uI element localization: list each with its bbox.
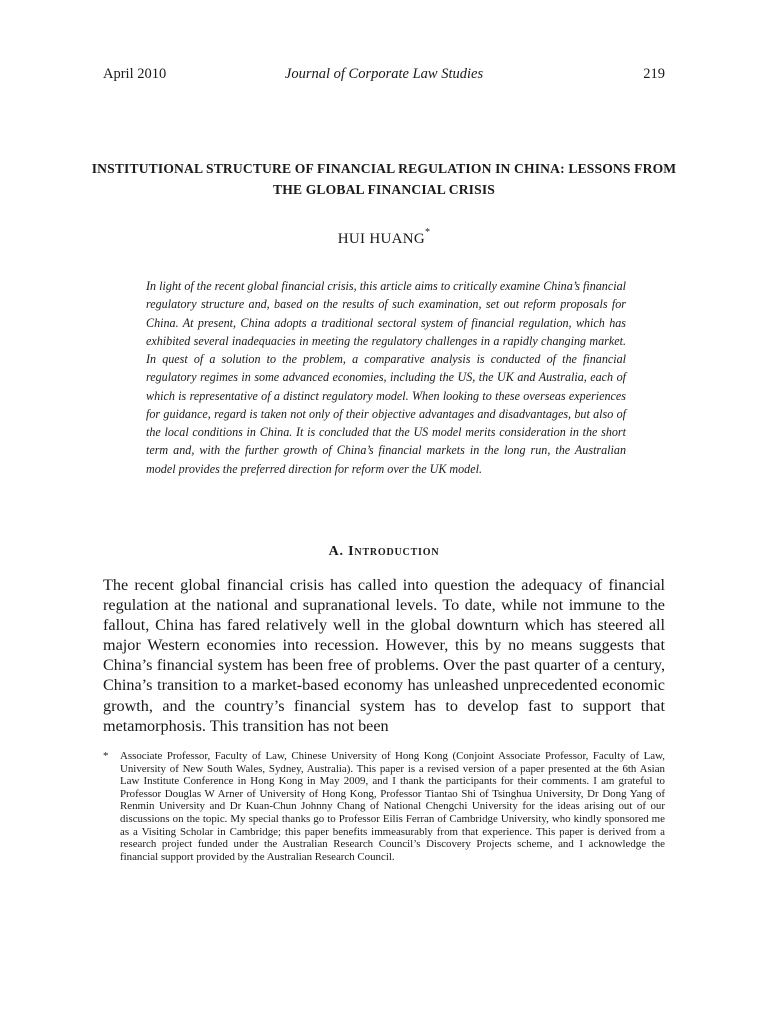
- abstract: In light of the recent global financial crisis, this article aims to critically examine China’s financial regulatory structure and, based on the results of such examination, set out reform proposals for China. At present, China adopts a traditional sectoral system of financial regulation, which has exhibited several inadequacies in meeting the regulatory challenges in a rapidly changing market. In quest of a solution to the problem, a comparative analysis is conducted of the financial regulatory regimes in some advanced economies, including the US, the UK and Australia, each of which is representative of a distinct regulatory model. When looking to these overseas experiences for guidance, regard is taken not only of their objective advantages and disadvantages, but also of the local conditions in China. It is concluded that the US model merits consideration in the short term and, with the further growth of China’s financial markets in the long run, the Australian model provides the preferred direction for reform over the UK model.: [146, 279, 626, 476]
- journal-name: Journal of Corporate Law Studies: [284, 66, 484, 82]
- body-paragraph: The recent global financial crisis has called into question the adequacy of financial regulation at the national and supranational levels. To date, while not immune to the fallout, China has fared relatively well in the global downturn which has steered all major Western economies into recession. However, this by no means suggests that China’s financial system has been free of problems. Over the past quarter of a century, China’s transition to a market-based economy has unleashed unprecedented economic growth, and the country’s financial system has to develop fast to support that metamorphosis. This transition has not been: [103, 576, 665, 735]
- footnote-text: Associate Professor, Faculty of Law, Chinese University of Hong Kong (Conjoint Associate Professor, Faculty of Law, University of New South Wales, Sydney, Australia). This paper is a revised version of a paper presented at the 6th Asian Law Institute Conference in Hong Kong in May 2009, and I thank the participants for their comments. I am grateful to Professor Douglas W Arner of University of Hong Kong, Professor Tiantao Shi of Tsinghua University, Dr Dong Yang of Renmin University and Dr Kuan-Chun Johnny Chang of National Chengchi University for the ideas arising out of our discussions on the topic. My special thanks go to Professor Eilis Ferran of Cambridge University, who kindly sponsored me as a Visiting Scholar in Cambridge; this paper benefits immeasurably from that experience. This paper is derived from a research project funded under the Australian Research Council’s Discovery Projects scheme, and I acknowledge the financial support provided by the Australian Research Council.: [120, 750, 665, 863]
- footnote: [103, 750, 665, 863]
- section-title: Introduction: [348, 544, 440, 559]
- author-line: [0, 229, 768, 248]
- section-heading: [0, 544, 768, 560]
- page-number: 219: [643, 66, 665, 82]
- author-footnote-marker[interactable]: *: [424, 227, 431, 238]
- footnote-marker: *: [103, 750, 109, 762]
- issue-date: April 2010: [103, 66, 167, 82]
- author-name: HUI HUANG: [337, 231, 425, 247]
- running-head: [103, 66, 665, 86]
- section-number: A.: [328, 544, 344, 559]
- article-title: INSTITUTIONAL STRUCTURE OF FINANCIAL REGULATION IN CHINA: LESSONS FROM THE GLOBAL FINANCIAL CRISIS: [91, 161, 677, 197]
